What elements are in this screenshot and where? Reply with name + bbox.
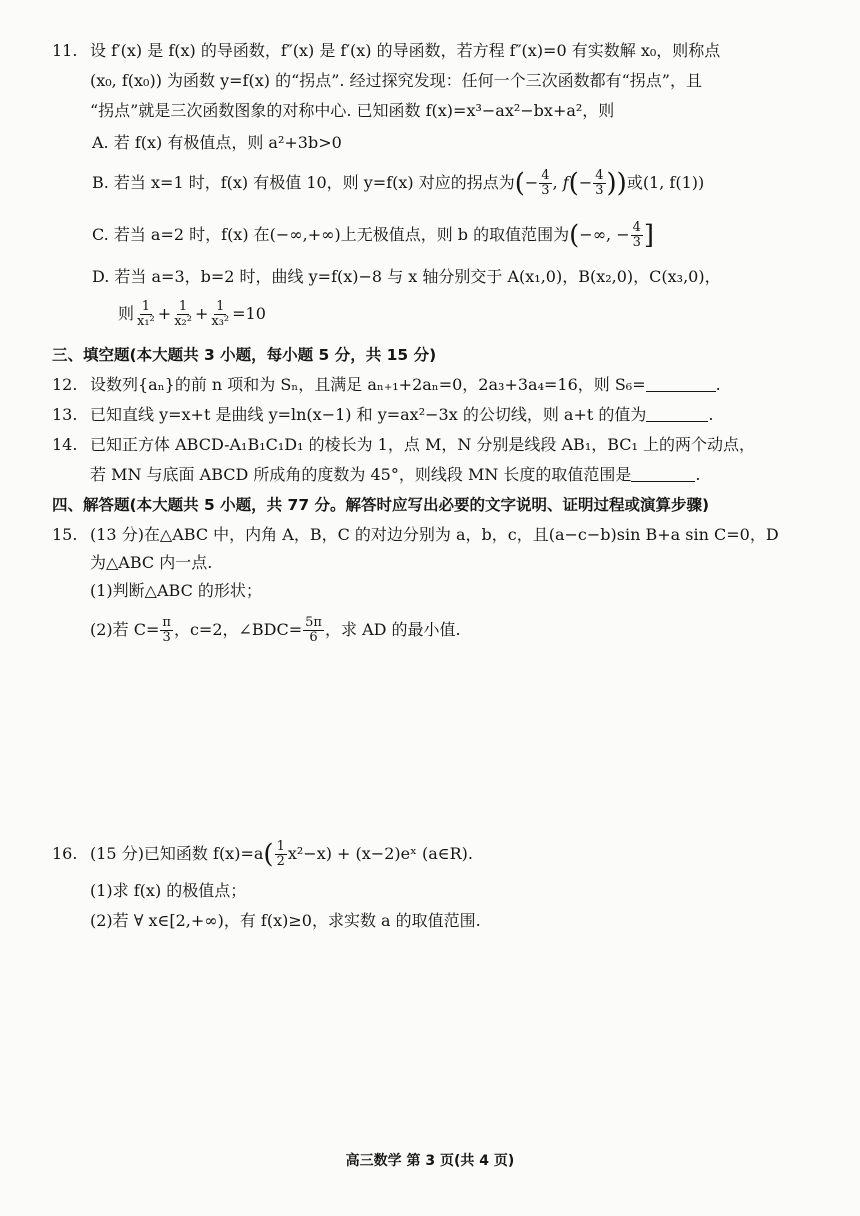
fraction-4-3: $\frac{4}{3}$	[541, 168, 550, 198]
fraction-1-x2-squared: $\frac{1}{\text{x₂²}}$	[174, 299, 192, 329]
q16-line1: 16. (15 分)已知函数 f(x)=a( $\frac{1}{2}$ x²−x) + (x−2)eˣ (a∈R).	[52, 839, 473, 870]
q11-option-c-text: C. 若当 a=2 时，f(x) 在(−∞,+∞)上无极值点，则 b 的取值范围为	[92, 225, 570, 244]
q14-text-line1: 已知正方体 ABCD-A₁B₁C₁D₁ 的棱长为 1，点 M，N 分别是线段 AB₁，BC₁ 上的两个动点，	[90, 435, 756, 454]
q11-option-b-tail: 或(1, f(1))	[626, 173, 705, 192]
q13: 13. 已知直线 y=x+t 是曲线 y=ln(x−1) 和 y=ax²−3x 的公切线，则 a+t 的值为 .	[52, 405, 714, 424]
q14-line2: 若 MN 与底面 ABCD 所成角的度数为 45°，则线段 MN 长度的取值范围是 .	[90, 465, 701, 484]
q11-option-c: C. 若当 a=2 时，f(x) 在(−∞,+∞)上无极值点，则 b 的取值范围为(−∞, − $\frac{4}{3}$ ]	[92, 220, 655, 251]
q14-line1: 14. 已知正方体 ABCD-A₁B₁C₁D₁ 的棱长为 1，点 M，N 分别是线段 AB₁，BC₁ 上的两个动点，	[52, 435, 756, 454]
fraction-1-x1-squared: $\frac{1}{\text{x₁²}}$	[137, 299, 155, 329]
q16-part1: (1)求 f(x) 的极值点；	[90, 881, 247, 900]
q12-answer-blank[interactable]	[646, 391, 716, 392]
q15-text-line1: (13 分)在△ABC 中，内角 A，B，C 的对边分别为 a，b，c，且(a−c−b)sin B+a sin C=0，D	[90, 525, 779, 544]
fraction-1-x3-squared: $\frac{1}{\text{x₃²}}$	[211, 299, 230, 329]
fraction-4-3: $\frac{4}{3}$	[595, 168, 604, 198]
q15-line1: 15. (13 分)在△ABC 中，内角 A，B，C 的对边分别为 a，b，c，且(a−c−b)sin B+a sin C=0，D	[52, 525, 779, 544]
q11-line2: (x₀, f(x₀)) 为函数 y=f(x) 的“拐点”. 经过探究发现：任何一个三次函数都有“拐点”，且	[90, 71, 702, 90]
q13-text: 已知直线 y=x+t 是曲线 y=ln(x−1) 和 y=ax²−3x 的公切线，则 a+t 的值为	[90, 405, 647, 424]
q12: 12. 设数列{aₙ}的前 n 项和为 Sₙ，且满足 aₙ₊₁+2aₙ=0，2a₃+3a₄=16，则 S₆= .	[52, 375, 721, 394]
q11-option-a: A. 若 f(x) 有极值点，则 a²+3b>0	[92, 133, 342, 152]
q11-line3: “拐点”就是三次函数图象的对称中心. 已知函数 f(x)=x³−ax²−bx+a²，则	[90, 101, 615, 120]
q15-part1: (1)判断△ABC 的形状；	[90, 581, 262, 600]
q14-answer-blank[interactable]	[631, 481, 695, 482]
page-footer: 高三数学 第 3 页(共 4 页)	[345, 1153, 515, 1169]
q16-part2: (2)若 ∀ x∈[2,+∞)，有 f(x)≥0，求实数 a 的取值范围.	[90, 911, 481, 930]
q11-line1	[52, 40, 720, 62]
section-4-heading: 四、解答题(本大题共 5 小题，共 77 分。解答时应写出必要的文字说明、证明过程或演算步骤)	[52, 496, 710, 514]
q11-option-b-text: B. 若当 x=1 时，f(x) 有极值 10，则 y=f(x) 对应的拐点为	[92, 173, 515, 192]
fraction-pi-3: $\frac{\pi}{3}$	[162, 615, 171, 645]
q14-text-line2: 若 MN 与底面 ABCD 所成角的度数为 45°，则线段 MN 长度的取值范围是	[90, 465, 632, 484]
fraction-5pi-6: $\frac{5\pi}{6}$	[305, 615, 322, 645]
q15-line2: 为△ABC 内一点.	[90, 553, 213, 572]
fraction-1-2: $\frac{1}{2}$	[276, 839, 285, 869]
q11-option-d-line2: 则 $\frac{1}{\text{x₁²}}$ + $\frac{1}{\text{x₂²}}$ + $\frac{1}{\text{x₃²}}$ =10	[118, 299, 266, 329]
q12-text: 设数列{aₙ}的前 n 项和为 Sₙ，且满足 aₙ₊₁+2aₙ=0，2a₃+3a₄=16，则 S₆=	[90, 375, 646, 394]
q11-option-b: B. 若当 x=1 时，f(x) 有极值 10，则 y=f(x) 对应的拐点为(− $\frac{4}{3}$ , f(− $\frac{4}{3}$ ))或(1, f(1))	[92, 168, 705, 199]
fraction-4-3: $\frac{4}{3}$	[632, 220, 641, 250]
q15-part2: (2)若 C= $\frac{\pi}{3}$ ，c=2，∠BDC= $\frac{5\pi}{6}$ ，求 AD 的最小值.	[90, 615, 461, 645]
q11-text-line1: 设 f′(x) 是 f(x) 的导函数，f″(x) 是 f′(x) 的导函数，若方程 f″(x)=0 有实数解 x₀，则称点	[90, 41, 721, 60]
q13-answer-blank[interactable]	[646, 421, 708, 422]
q11-option-d-line1: D. 若当 a=3，b=2 时，曲线 y=f(x)−8 与 x 轴分别交于 A(x₁,0)，B(x₂,0)，C(x₃,0)，	[92, 267, 721, 286]
q11-number: 11.	[52, 41, 78, 60]
section-3-heading: 三、填空题(本大题共 3 小题，每小题 5 分，共 15 分)	[52, 346, 437, 364]
